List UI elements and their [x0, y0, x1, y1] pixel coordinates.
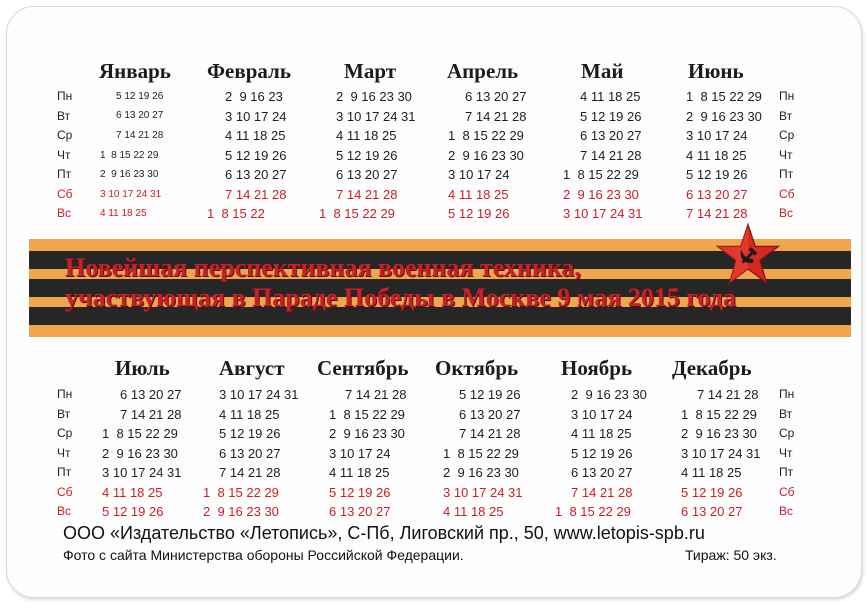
photo-credit: Фото с сайта Министерства обороны Российской Федерации. [63, 547, 464, 563]
week-row: 6 13 20 27 [571, 465, 633, 480]
week-row: 7 14 21 28 [225, 187, 287, 202]
week-row: 2 9 16 23 30 [448, 148, 524, 163]
month-name: Сентябрь [317, 356, 409, 380]
week-row: 1 8 15 22 29 [203, 485, 279, 500]
week-row: 3 10 17 24 31 [100, 189, 162, 200]
weekday-label: Вт [57, 407, 71, 421]
week-row: 1 8 15 22 29 [686, 89, 762, 104]
weekday-label: Пт [57, 465, 72, 479]
week-row: 7 14 21 28 [465, 109, 527, 124]
week-row: 3 10 17 24 31 [681, 446, 761, 461]
week-row: 3 10 17 24 31 [219, 387, 299, 402]
month-name: Октябрь [435, 356, 519, 380]
week-row: 1 8 15 22 29 [681, 407, 757, 422]
weekday-label: Вт [779, 109, 793, 123]
month-name: Ноябрь [561, 356, 633, 380]
week-row: 1 8 15 22 29 [443, 446, 519, 461]
week-row: 6 13 20 27 [459, 407, 521, 422]
banner-line-1: Новейшая перспективная военная техника, [65, 253, 581, 282]
week-row: 6 13 20 27 [681, 504, 743, 519]
week-row: 4 11 18 25 [225, 128, 286, 143]
week-row: 3 10 17 24 31 [102, 465, 182, 480]
month-name: Февраль [207, 59, 291, 83]
week-row: 5 12 19 26 [681, 485, 743, 500]
week-row: 3 10 17 24 31 [443, 485, 523, 500]
week-row: 2 9 16 23 30 [329, 426, 405, 441]
weekday-label: Вт [779, 407, 793, 421]
month-name: Декабрь [672, 356, 752, 380]
week-row: 6 13 20 27 [225, 167, 287, 182]
weekday-label: Чт [57, 148, 71, 162]
month-name: Май [581, 59, 624, 83]
week-row: 3 10 17 24 31 [563, 206, 643, 221]
month-name: Апрель [447, 59, 519, 83]
week-row: 3 10 17 24 [225, 109, 287, 124]
week-row: 5 12 19 26 [336, 148, 398, 163]
week-row: 5 12 19 26 [459, 387, 521, 402]
weekday-label: Сб [57, 485, 73, 499]
weekday-label: Пн [57, 89, 73, 103]
week-row: 1 8 15 22 29 [102, 426, 178, 441]
week-row: 1 8 15 22 29 [100, 150, 159, 161]
weekday-label: Сб [779, 485, 795, 499]
weekday-label: Чт [779, 148, 793, 162]
week-row: 6 13 20 27 [120, 387, 182, 402]
publisher-info: ООО «Издательство «Летопись», С-Пб, Лиговский пр., 50, www.letopis-spb.ru [63, 523, 705, 543]
weekday-label: Вт [57, 109, 71, 123]
week-row: 7 14 21 28 [459, 426, 521, 441]
week-row: 5 12 19 26 [102, 504, 164, 519]
week-row: 2 9 16 23 30 [203, 504, 279, 519]
week-row: 4 11 18 25 [219, 407, 280, 422]
week-row: 3 10 17 24 [571, 407, 633, 422]
week-row: 4 11 18 25 [102, 485, 163, 500]
weekday-label: Ср [57, 128, 73, 142]
week-row: 5 12 19 26 [686, 167, 748, 182]
weekday-label: Ср [779, 426, 795, 440]
week-row: 3 10 17 24 [686, 128, 748, 143]
week-row: 5 12 19 26 [580, 109, 642, 124]
weekday-label: Пт [57, 167, 72, 181]
week-row: 6 13 20 27 [686, 187, 748, 202]
week-row: 4 11 18 25 [443, 504, 504, 519]
week-row: 7 14 21 28 [345, 387, 407, 402]
week-row: 4 11 18 25 [336, 128, 397, 143]
red-star-icon [715, 222, 781, 288]
week-row: 2 9 16 23 30 [336, 89, 412, 104]
banner-line-2: участвующая в Параде Победы в Москве 9 мая 2015 года [65, 283, 736, 312]
week-row: 1 8 15 22 [207, 206, 265, 221]
week-row: 4 11 18 25 [681, 465, 742, 480]
week-row: 4 11 18 25 [686, 148, 747, 163]
week-row: 6 13 20 27 [116, 110, 164, 121]
week-row: 4 11 18 25 [448, 187, 509, 202]
weekday-label: Пн [57, 387, 73, 401]
week-row: 7 14 21 28 [580, 148, 642, 163]
calendar-card [6, 6, 862, 598]
weekday-label: Пн [779, 387, 795, 401]
weekday-label: Вс [57, 504, 72, 518]
weekday-label: Вс [779, 206, 794, 220]
week-row: 6 13 20 27 [329, 504, 391, 519]
week-row: 3 10 17 24 [329, 446, 391, 461]
week-row: 5 12 19 26 [571, 446, 633, 461]
week-row: 1 8 15 22 29 [448, 128, 524, 143]
week-row: 1 8 15 22 29 [319, 206, 395, 221]
month-name: Январь [99, 59, 171, 83]
week-row: 1 8 15 22 29 [555, 504, 631, 519]
week-row: 1 8 15 22 29 [329, 407, 405, 422]
week-row: 5 12 19 26 [329, 485, 391, 500]
weekday-label: Пт [779, 167, 794, 181]
week-row: 5 12 19 26 [448, 206, 510, 221]
weekday-label: Ср [57, 426, 73, 440]
month-name: Август [219, 356, 285, 380]
week-row: 7 14 21 28 [697, 387, 759, 402]
week-row: 5 12 19 26 [116, 91, 164, 102]
week-row: 7 14 21 28 [336, 187, 398, 202]
weekday-label: Пт [779, 465, 794, 479]
week-row: 4 11 18 25 [571, 426, 632, 441]
week-row: 2 9 16 23 30 [686, 109, 762, 124]
week-row: 4 11 18 25 [580, 89, 641, 104]
weekday-label: Вс [779, 504, 794, 518]
weekday-label: Ср [779, 128, 795, 142]
weekday-label: Сб [57, 187, 73, 201]
week-row: 7 14 21 28 [120, 407, 182, 422]
week-row: 2 9 16 23 30 [102, 446, 178, 461]
week-row: 2 9 16 23 30 [563, 187, 639, 202]
week-row: 7 14 21 28 [116, 130, 164, 141]
week-row: 6 13 20 27 [219, 446, 281, 461]
month-name: Июнь [688, 59, 744, 83]
week-row: 2 9 16 23 30 [443, 465, 519, 480]
month-name: Июль [115, 356, 170, 380]
week-row: 1 8 15 22 29 [563, 167, 639, 182]
week-row: 7 14 21 28 [686, 206, 748, 221]
week-row: 2 9 16 23 30 [571, 387, 647, 402]
week-row: 7 14 21 28 [219, 465, 281, 480]
week-row: 3 10 17 24 31 [336, 109, 416, 124]
month-name: Март [344, 59, 397, 83]
week-row: 4 11 18 25 [100, 208, 147, 219]
week-row: 6 13 20 27 [580, 128, 642, 143]
weekday-label: Чт [57, 446, 71, 460]
week-row: 3 10 17 24 [448, 167, 510, 182]
weekday-label: Чт [779, 446, 793, 460]
week-row: 2 9 16 23 30 [681, 426, 757, 441]
week-row: 6 13 20 27 [336, 167, 398, 182]
week-row: 7 14 21 28 [571, 485, 633, 500]
weekday-label: Вс [57, 206, 72, 220]
print-run: Тираж: 50 экз. [685, 547, 777, 563]
week-row: 5 12 19 26 [219, 426, 281, 441]
week-row: 2 9 16 23 30 [100, 169, 159, 180]
weekday-label: Сб [779, 187, 795, 201]
week-row: 6 13 20 27 [465, 89, 527, 104]
week-row: 5 12 19 26 [225, 148, 287, 163]
week-row: 2 9 16 23 [225, 89, 283, 104]
weekday-label: Пн [779, 89, 795, 103]
week-row: 4 11 18 25 [329, 465, 390, 480]
